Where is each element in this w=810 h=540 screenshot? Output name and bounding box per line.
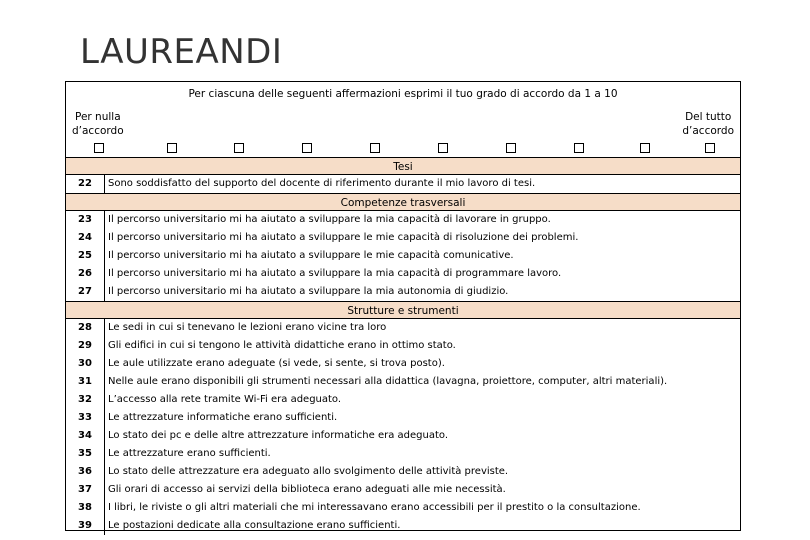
table-row — [66, 355, 740, 373]
item-number: 36 — [66, 463, 105, 481]
survey-box — [65, 81, 741, 531]
table-row — [66, 409, 740, 427]
section-header-strutture: Strutture e strumenti — [66, 301, 740, 319]
table-row — [66, 445, 740, 463]
rating-checkbox-4[interactable] — [302, 143, 312, 153]
item-number: 28 — [66, 319, 105, 337]
page-title: LAUREANDI — [80, 32, 283, 72]
item-statement: Gli edifici in cui si tengono le attività didattiche erano in ottimo stato. — [108, 340, 456, 351]
table-row — [66, 427, 740, 445]
item-statement: Le postazioni dedicate alla consultazione erano sufficienti. — [108, 520, 401, 531]
table-row — [66, 499, 740, 517]
table-row — [66, 481, 740, 499]
scale-min-line1: Per nulla — [74, 111, 121, 123]
table-row — [66, 229, 740, 247]
rating-checkbox-6[interactable] — [438, 143, 448, 153]
scale-max-label — [682, 110, 734, 138]
item-number: 35 — [66, 445, 105, 463]
scale-min-label — [72, 110, 124, 138]
section-header-tesi: Tesi — [66, 157, 740, 175]
table-row — [66, 175, 740, 193]
rating-checkbox-7[interactable] — [506, 143, 516, 153]
item-number: 31 — [66, 373, 105, 391]
instruction-text: Per ciascuna delle seguenti affermazioni esprimi il tuo grado di accordo da 1 a 10 — [188, 88, 618, 100]
item-statement: Le attrezzature erano sufficienti. — [108, 448, 271, 459]
item-number: 39 — [66, 517, 105, 535]
item-number: 22 — [66, 175, 105, 193]
table-row — [66, 391, 740, 409]
item-number: 29 — [66, 337, 105, 355]
table-row — [66, 319, 740, 337]
item-number: 25 — [66, 247, 105, 265]
rating-checkbox-10[interactable] — [705, 143, 715, 153]
rating-checkbox-8[interactable] — [574, 143, 584, 153]
item-number: 24 — [66, 229, 105, 247]
scale-min-line2: d’accordo — [72, 125, 124, 137]
item-number: 37 — [66, 481, 105, 499]
rating-checkbox-2[interactable] — [167, 143, 177, 153]
table-row — [66, 373, 740, 391]
item-statement: Gli orari di accesso ai servizi della biblioteca erano adeguati alle mie necessità. — [108, 484, 506, 495]
item-statement: Nelle aule erano disponibili gli strumenti necessari alla didattica (lavagna, proiettore, computer, altri materiali). — [108, 376, 668, 387]
item-statement: Le attrezzature informatiche erano sufficienti. — [108, 412, 338, 423]
item-statement: Il percorso universitario mi ha aiutato a sviluppare la mia autonomia di giudizio. — [108, 286, 509, 297]
item-statement: Le sedi in cui si tenevano le lezioni erano vicine tra loro — [108, 322, 387, 333]
item-number: 23 — [66, 211, 105, 229]
item-number: 27 — [66, 283, 105, 301]
rating-checkbox-5[interactable] — [370, 143, 380, 153]
table-row — [66, 463, 740, 481]
item-statement: Sono soddisfatto del supporto del docente di riferimento durante il mio lavoro di tesi. — [108, 178, 536, 189]
item-number: 32 — [66, 391, 105, 409]
item-statement: Lo stato dei pc e delle altre attrezzature informatiche era adeguato. — [108, 430, 449, 441]
table-row — [66, 265, 740, 283]
item-statement: Il percorso universitario mi ha aiutato a sviluppare la mia capacità di lavorare in gruppo. — [108, 214, 551, 225]
table-row — [66, 283, 740, 301]
item-number: 38 — [66, 499, 105, 517]
item-number: 33 — [66, 409, 105, 427]
rating-checkbox-9[interactable] — [640, 143, 650, 153]
table-row — [66, 517, 740, 535]
statements-table — [66, 157, 740, 535]
rating-checkbox-3[interactable] — [234, 143, 244, 153]
item-number: 26 — [66, 265, 105, 283]
table-row — [66, 211, 740, 229]
scale-max-line1: Del tutto — [685, 111, 732, 123]
item-statement: L’accesso alla rete tramite Wi-Fi era adeguato. — [108, 394, 342, 405]
table-row — [66, 337, 740, 355]
item-statement: Le aule utilizzate erano adeguate (si vede, si sente, si trova posto). — [108, 358, 445, 369]
item-statement: I libri, le riviste o gli altri materiali che mi interessavano erano accessibili per il prestito o la consultazione. — [108, 502, 641, 513]
item-statement: Il percorso universitario mi ha aiutato a sviluppare le mie capacità di risoluzione dei problemi. — [108, 232, 579, 243]
item-statement: Il percorso universitario mi ha aiutato a sviluppare la mia capacità di programmare lavoro. — [108, 268, 562, 279]
section-header-competenze: Competenze trasversali — [66, 193, 740, 211]
item-number: 30 — [66, 355, 105, 373]
scale-max-line2: d’accordo — [682, 125, 734, 137]
item-statement: Lo stato delle attrezzature era adeguato allo svolgimento delle attività previste. — [108, 466, 509, 477]
item-number: 34 — [66, 427, 105, 445]
item-statement: Il percorso universitario mi ha aiutato a sviluppare le mie capacità comunicative. — [108, 250, 514, 261]
rating-checkbox-1[interactable] — [94, 143, 104, 153]
table-row — [66, 247, 740, 265]
